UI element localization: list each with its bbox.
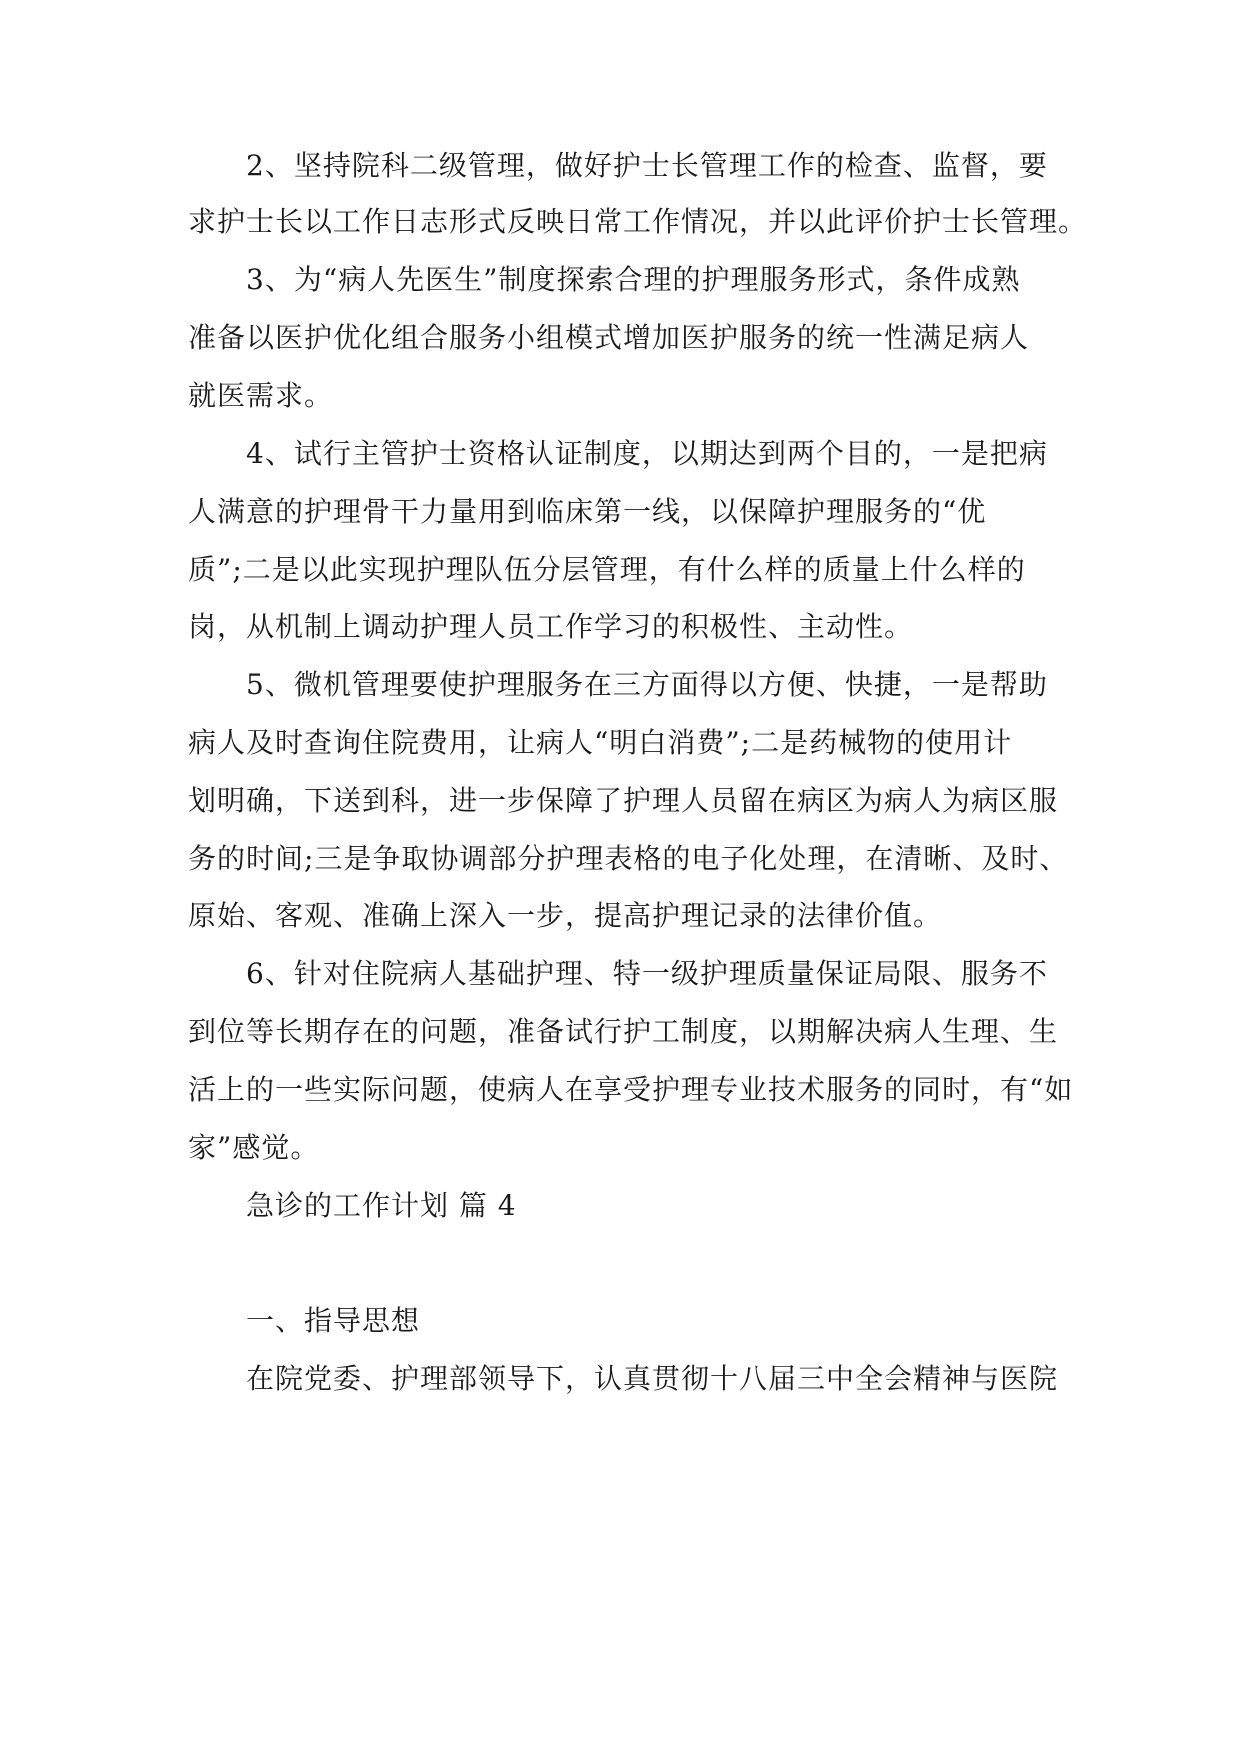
paragraph-4-line-2: 人满意的护理骨干力量用到临床第一线，以保障护理服务的“优 bbox=[188, 495, 987, 528]
paragraph-5-line-3: 划明确，下送到科，进一步保障了护理人员留在病区为病人为病区服 bbox=[188, 784, 1059, 817]
paragraph-6-line-2: 到位等长期存在的问题，准备试行护工制度，以期解决病人生理、生 bbox=[188, 1015, 1059, 1048]
paragraph-ideology-line-1: 在院党委、护理部领导下，认真贯彻十八届三中全会精神与医院 bbox=[246, 1362, 1059, 1395]
heading-guiding-ideology: 一、指导思想 bbox=[246, 1304, 421, 1337]
paragraph-6-line-1: 6、针对住院病人基础护理、特一级护理质量保证局限、服务不 bbox=[246, 957, 1048, 990]
paragraph-5-line-4: 务的时间;三是争取协调部分护理表格的电子化处理，在清晰、及时、 bbox=[188, 842, 1069, 875]
paragraph-4-line-1: 4、试行主管护士资格认证制度，以期达到两个目的，一是把病 bbox=[246, 437, 1048, 470]
paragraph-3-line-1: 3、为“病人先医生”制度探索合理的护理服务形式，条件成熟 bbox=[246, 263, 1021, 296]
paragraph-4-line-4: 岗，从机制上调动护理人员工作学习的积极性、主动性。 bbox=[188, 610, 914, 643]
paragraph-5-line-2: 病人及时查询住院费用，让病人“明白消费”;二是药械物的使用计 bbox=[188, 726, 1013, 759]
paragraph-3-line-3: 就医需求。 bbox=[188, 379, 334, 412]
paragraph-5-line-5: 原始、客观、准确上深入一步，提高护理记录的法律价值。 bbox=[188, 899, 943, 932]
paragraph-3-line-2: 准备以医护优化组合服务小组模式增加医护服务的统一性满足病人 bbox=[188, 321, 1030, 354]
paragraph-5-line-1: 5、微机管理要使护理服务在三方面得以方便、快捷，一是帮助 bbox=[246, 668, 1048, 701]
paragraph-2-line-2: 求护士长以工作日志形式反映日常工作情况，并以此评价护士长管理。 bbox=[188, 205, 1088, 238]
paragraph-4-line-3: 质”;二是以此实现护理队伍分层管理，有什么样的质量上什么样的 bbox=[188, 553, 1026, 586]
paragraph-2-line-1: 2、坚持院科二级管理，做好护士长管理工作的检查、监督，要 bbox=[246, 149, 1048, 182]
section-title: 急诊的工作计划 篇 4 bbox=[246, 1189, 517, 1222]
paragraph-6-line-4: 家”感觉。 bbox=[188, 1131, 320, 1164]
paragraph-6-line-3: 活上的一些实际问题，使病人在享受护理专业技术服务的同时，有“如 bbox=[188, 1073, 1074, 1106]
